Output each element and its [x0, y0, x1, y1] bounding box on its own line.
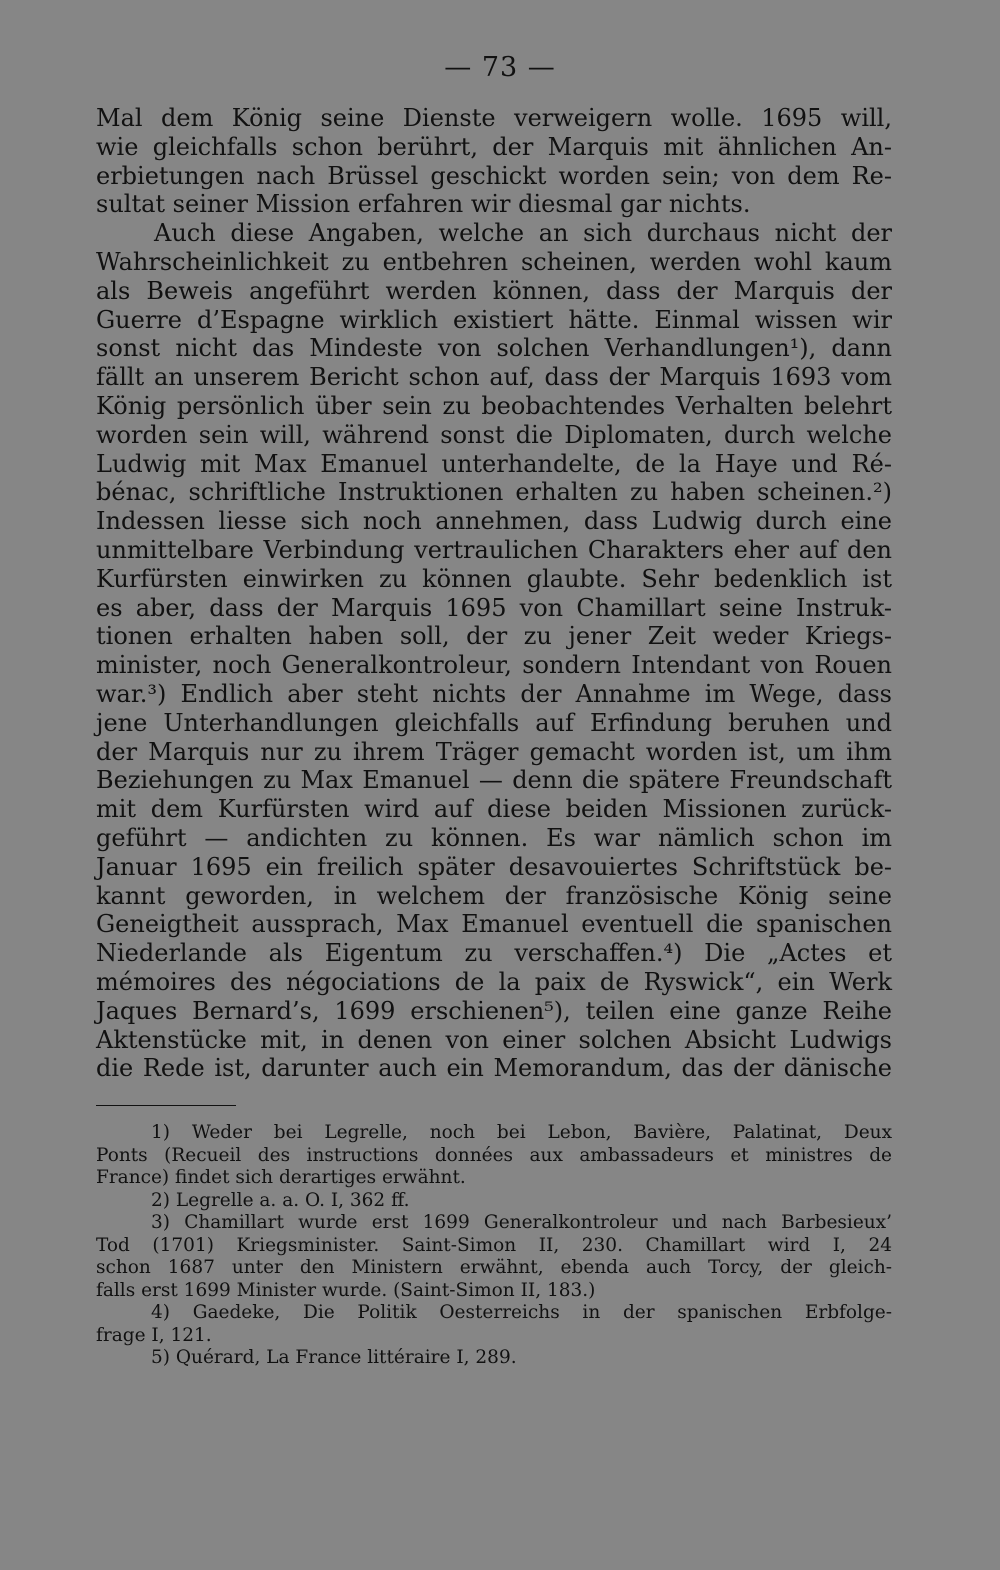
text-line: unmittelbare Verbindung vertraulichen Charakters eher auf den: [96, 535, 892, 564]
footnote-line: falls erst 1699 Minister wurde. (Saint-Simon II, 183.): [96, 1279, 596, 1301]
text-line: Beziehungen zu Max Emanuel — denn die spätere Freundschaft: [96, 766, 892, 795]
text-line: tionen erhalten haben soll, der zu jener Zeit weder Kriegs-: [96, 622, 892, 651]
footnote-line: schon 1687 unter den Ministern erwähnt, ebenda auch Torcy, der gleich-: [96, 1257, 892, 1278]
main-text: [96, 104, 892, 1083]
footnotes: [96, 1122, 892, 1370]
footnote-line: 2) Legrelle a. a. O. I, 362 ff.: [151, 1189, 410, 1211]
text-line: sonst nicht das Mindeste von solchen Verhandlungen¹), dann: [96, 334, 892, 363]
text-line: Guerre d’Espagne wirklich existiert hätte. Einmal wissen wir: [96, 305, 892, 334]
text-line: fällt an unserem Bericht schon auf, dass der Marquis 1693 vom: [96, 363, 892, 392]
text-line: Niederlande als Eigentum zu verschaffen.⁴) Die „Actes et: [96, 939, 892, 968]
footnote-line: Ponts (Recueil des instructions données aux ambassadeurs et ministres de: [96, 1144, 892, 1166]
text-line: Januar 1695 ein freilich später desavouiertes Schriftstück be-: [96, 852, 892, 881]
text-line: bénac, schriftliche Instruktionen erhalten zu haben scheinen.²): [96, 478, 892, 507]
text-line: Ludwig mit Max Emanuel unterhandelte, de la Haye und Ré-: [96, 449, 892, 478]
footnote-line: frage I, 121.: [96, 1324, 212, 1346]
footnote-line: 1) Weder bei Legrelle, noch bei Lebon, Bavière, Palatinat, Deux: [151, 1122, 892, 1143]
text-line: König persönlich über sein zu beobachtendes Verhalten belehrt: [96, 391, 892, 420]
text-line: sultat seiner Mission erfahren wir diesmal gar nichts.: [96, 190, 751, 219]
text-line: als Beweis angeführt werden können, dass der Marquis der: [96, 276, 892, 305]
text-line: die Rede ist, darunter auch ein Memorandum, das der dänische: [96, 1054, 892, 1083]
text-line: es aber, dass der Marquis 1695 von Chamillart seine Instruk-: [96, 593, 892, 622]
footnote-line: Tod (1701) Kriegsminister. Saint-Simon II, 230. Chamillart wird I, 24: [96, 1234, 892, 1256]
footnote-line: 4) Gaedeke, Die Politik Oesterreichs in der spanischen Erbfolge-: [151, 1302, 892, 1323]
text-line: Wahrscheinlichkeit zu entbehren scheinen, werden wohl kaum: [96, 247, 892, 276]
text-line: der Marquis nur zu ihrem Träger gemacht worden ist, um ihm: [96, 737, 892, 766]
text-line: wie gleichfalls schon berührt, der Marquis mit ähnlichen An-: [96, 132, 892, 161]
text-line: kannt geworden, in welchem der französische König seine: [96, 881, 892, 910]
text-line: Mal dem König seine Dienste verweigern wolle. 1695 will,: [96, 104, 892, 132]
text-line: jene Unterhandlungen gleichfalls auf Erfindung beruhen und: [96, 708, 892, 737]
text-line: Auch diese Angaben, welche an sich durchaus nicht der: [154, 219, 892, 248]
footnote-line: 3) Chamillart wurde erst 1699 Generalkontroleur und nach Barbesieux’: [151, 1212, 892, 1233]
footnote-line: 5) Quérard, La France littéraire I, 289.: [151, 1347, 517, 1368]
text-line: minister, noch Generalkontroleur, sondern Intendant von Rouen: [96, 651, 892, 680]
page-number: — 73 —: [444, 52, 556, 83]
text-line: geführt — andichten zu können. Es war nämlich schon im: [96, 823, 892, 852]
footnote-line: France) findet sich derartiges erwähnt.: [96, 1167, 466, 1188]
text-line: worden sein will, während sonst die Diplomaten, durch welche: [96, 420, 892, 449]
text-line: Geneigtheit aussprach, Max Emanuel eventuell die spanischen: [96, 910, 892, 939]
text-line: Indessen liesse sich noch annehmen, dass Ludwig durch eine: [96, 507, 892, 536]
text-line: Kurfürsten einwirken zu können glaubte. Sehr bedenklich ist: [96, 564, 892, 593]
footnote-divider: [96, 1105, 236, 1106]
text-line: Jaques Bernard’s, 1699 erschienen⁵), teilen eine ganze Reihe: [96, 996, 892, 1025]
text-line: erbietungen nach Brüssel geschickt worden sein; von dem Re-: [96, 161, 892, 190]
text-line: mémoires des négociations de la paix de Ryswick“, ein Werk: [96, 967, 892, 996]
text-line: war.³) Endlich aber steht nichts der Annahme im Wege, dass: [96, 679, 892, 708]
text-line: mit dem Kurfürsten wird auf diese beiden Missionen zurück-: [96, 795, 892, 824]
text-line: Aktenstücke mit, in denen von einer solchen Absicht Ludwigs: [96, 1025, 892, 1054]
